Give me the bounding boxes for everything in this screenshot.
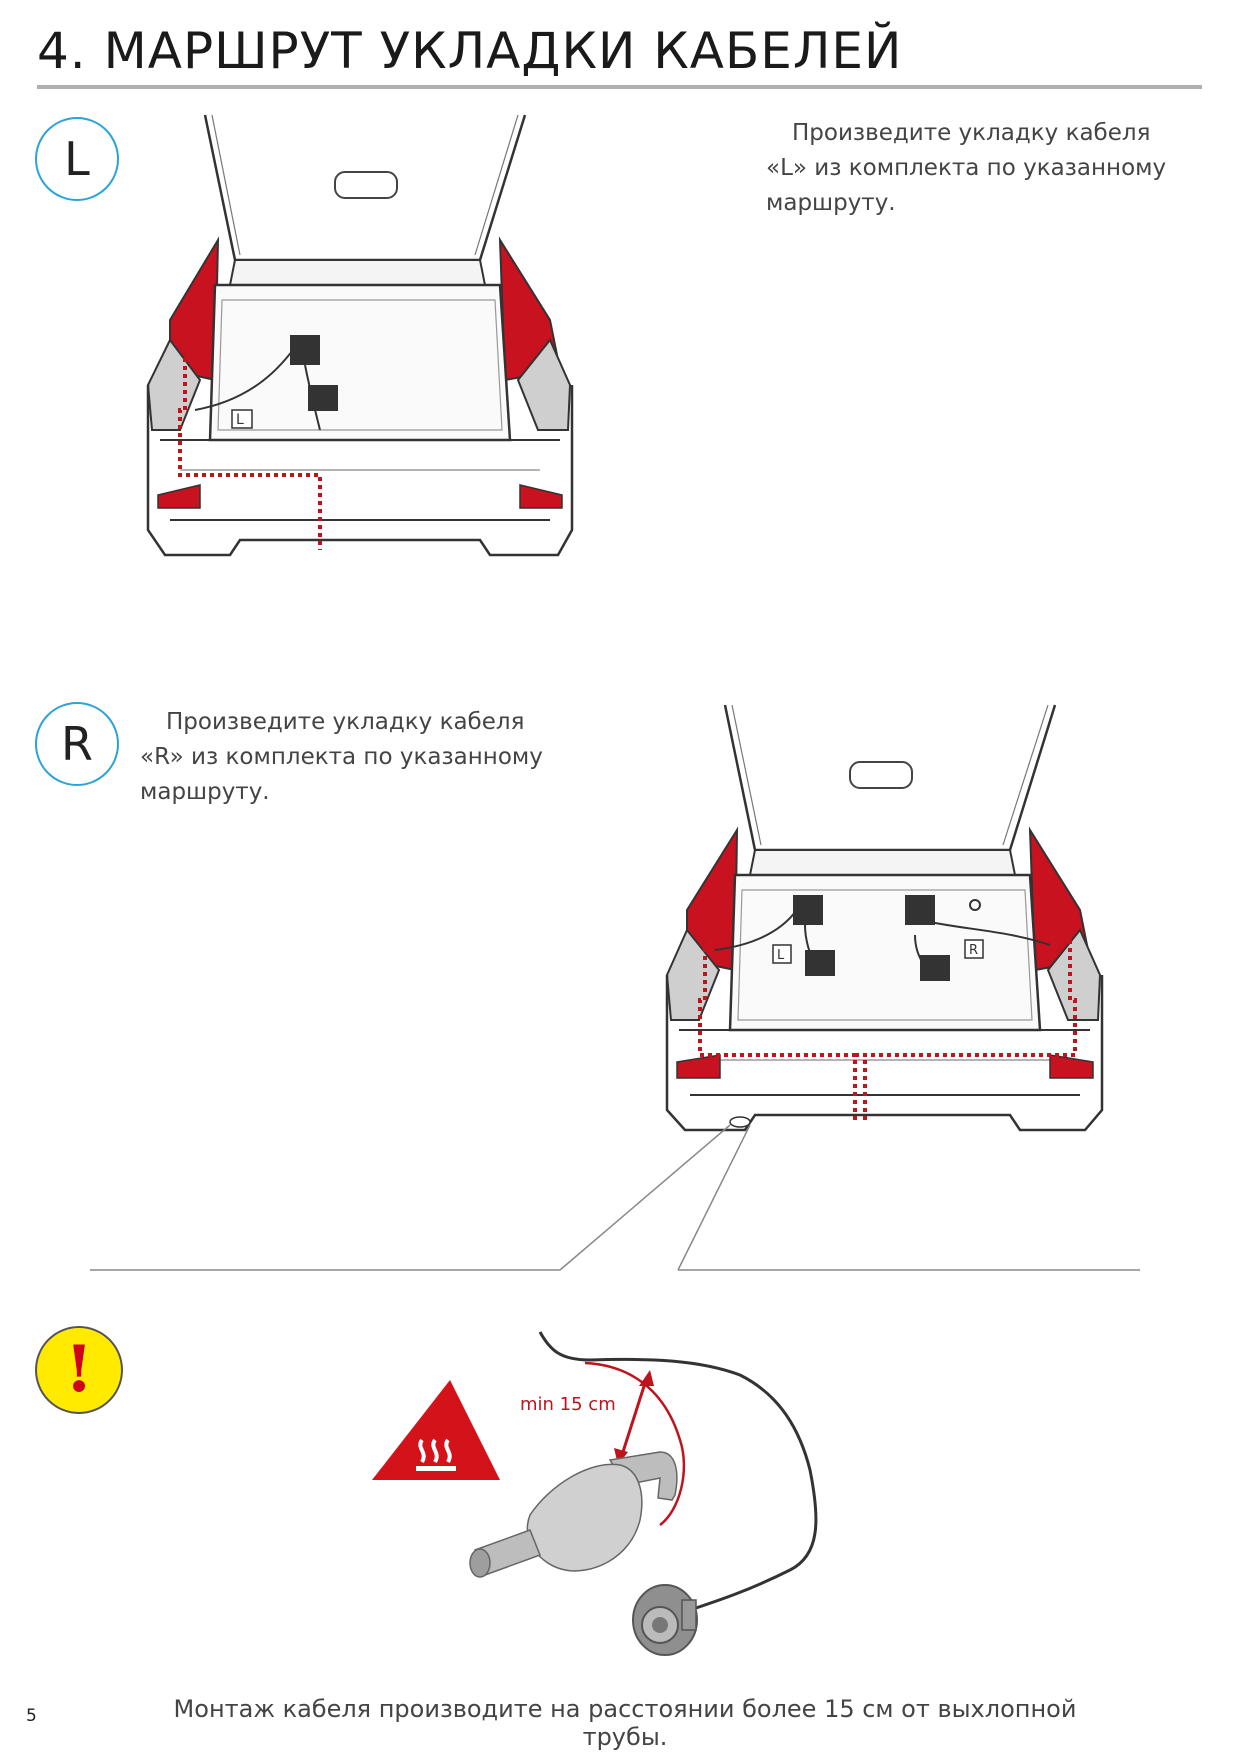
- cable-tag-r: R: [969, 943, 979, 958]
- instruction-l-line3: маршруту.: [766, 190, 896, 216]
- instruction-l-line1: Произведите укладку кабеля: [792, 120, 1151, 146]
- exhaust-diagram: [360, 1320, 880, 1665]
- cable-tag-l: L: [236, 412, 244, 428]
- callout-lines: [90, 1120, 1150, 1280]
- badge-r: R: [35, 702, 119, 786]
- instruction-r-line3: маршруту.: [140, 779, 270, 805]
- cable-tag-l-r: L: [777, 948, 785, 963]
- heat-warning-icon: [372, 1380, 500, 1480]
- instruction-l: [766, 116, 1166, 221]
- instruction-l-line2: «L» из комплекта по указанному: [766, 155, 1167, 181]
- warning-caption: Монтаж кабеля производите на расстоянии более 15 см от выхлопной трубы.: [173, 1695, 1077, 1751]
- title-divider: [37, 85, 1202, 89]
- car-illustration-r: [665, 700, 1105, 1140]
- instruction-r-line2: «R» из комплекта по указанному: [140, 744, 543, 770]
- instruction-r: [140, 705, 543, 810]
- warning-icon: !: [35, 1326, 123, 1414]
- page-title: 4. МАРШРУТ УКЛАДКИ КАБЕЛЕЙ: [37, 22, 903, 80]
- instruction-r-line1: Произведите укладку кабеля: [166, 709, 525, 735]
- distance-label: min 15 cm: [520, 1394, 616, 1415]
- badge-l: L: [35, 117, 119, 201]
- car-illustration-l: [140, 110, 580, 560]
- page-number: 5: [26, 1706, 37, 1726]
